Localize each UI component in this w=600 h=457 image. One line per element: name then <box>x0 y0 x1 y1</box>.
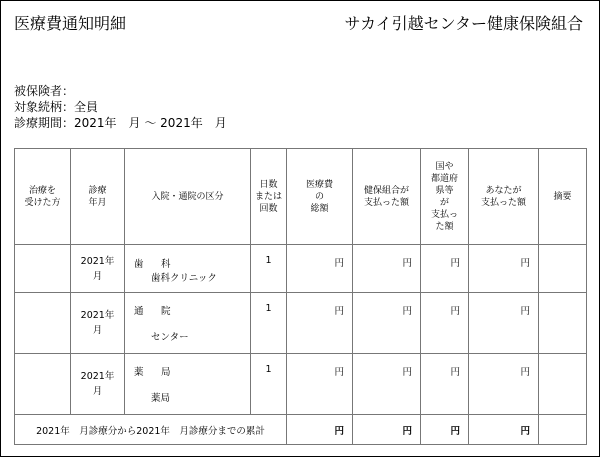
cell-category <box>125 354 251 415</box>
total-public-paid: 円 <box>421 415 469 445</box>
cell-patient <box>15 354 71 415</box>
cell-remarks <box>539 354 587 415</box>
cell-month: 2021年 月 <box>71 354 125 415</box>
cell-days: 1 <box>251 245 287 293</box>
cell-month: 2021年 月 <box>71 245 125 293</box>
cell-category <box>125 293 251 354</box>
cell-days: 1 <box>251 293 287 354</box>
cell-days: 1 <box>251 354 287 415</box>
facility-name: 薬局 <box>151 393 171 404</box>
cell-category <box>125 245 251 293</box>
cell-remarks <box>539 245 587 293</box>
table-row <box>15 354 587 415</box>
cell-patient <box>15 293 71 354</box>
relation-label: 対象続柄：全員 <box>14 100 99 114</box>
header-public-paid: 国や 都道府 県等 が 支払っ た額 <box>421 149 469 245</box>
header-total-cost: 医療費 の 総額 <box>287 149 353 245</box>
total-you-paid: 円 <box>469 415 539 445</box>
insured-label: 被保険者： <box>14 84 75 98</box>
total-row <box>15 415 587 445</box>
period-label: 診療期間：2021年 月 ～ 2021年 月 <box>14 116 227 130</box>
cell-you-paid: 円 <box>469 354 539 415</box>
cell-total-cost: 円 <box>287 245 353 293</box>
cell-you-paid: 円 <box>469 293 539 354</box>
cell-public-paid: 円 <box>421 293 469 354</box>
cell-total-cost: 円 <box>287 293 353 354</box>
header-you-paid: あなたが 支払った額 <box>469 149 539 245</box>
cell-union-paid: 円 <box>353 354 421 415</box>
cell-remarks <box>539 293 587 354</box>
cell-patient <box>15 245 71 293</box>
facility-name: センター <box>151 332 189 343</box>
cell-month: 2021年 月 <box>71 293 125 354</box>
header-month: 診療 年月 <box>71 149 125 245</box>
header-category: 入院・通院の区分 <box>125 149 251 245</box>
organization-name: サカイ引越センター健康保険組合 <box>344 14 583 33</box>
cell-union-paid: 円 <box>353 245 421 293</box>
total-cost: 円 <box>287 415 353 445</box>
table-row <box>15 245 587 293</box>
total-remarks <box>539 415 587 445</box>
header-patient: 治療を 受けた方 <box>15 149 71 245</box>
cell-you-paid: 円 <box>469 245 539 293</box>
facility-name: 歯科クリニック <box>151 272 217 284</box>
table-header-row <box>15 149 587 245</box>
visit-kind: 通 院 <box>134 306 175 317</box>
total-label: 2021年 月診療分から2021年 月診療分までの累計 <box>15 415 287 445</box>
header-union-paid: 健保組合が 支払った額 <box>353 149 421 245</box>
cell-union-paid: 円 <box>353 293 421 354</box>
total-union-paid: 円 <box>353 415 421 445</box>
visit-kind: 薬 局 <box>134 367 175 378</box>
page-title: 医療費通知明細 <box>14 14 127 33</box>
header-days: 日数 または 回数 <box>251 149 287 245</box>
table-row <box>15 293 587 354</box>
cell-public-paid: 円 <box>421 354 469 415</box>
cell-total-cost: 円 <box>287 354 353 415</box>
medical-cost-table <box>14 148 587 445</box>
header-remarks: 摘要 <box>539 149 587 245</box>
cell-public-paid: 円 <box>421 245 469 293</box>
visit-kind: 歯 科 <box>134 258 175 270</box>
